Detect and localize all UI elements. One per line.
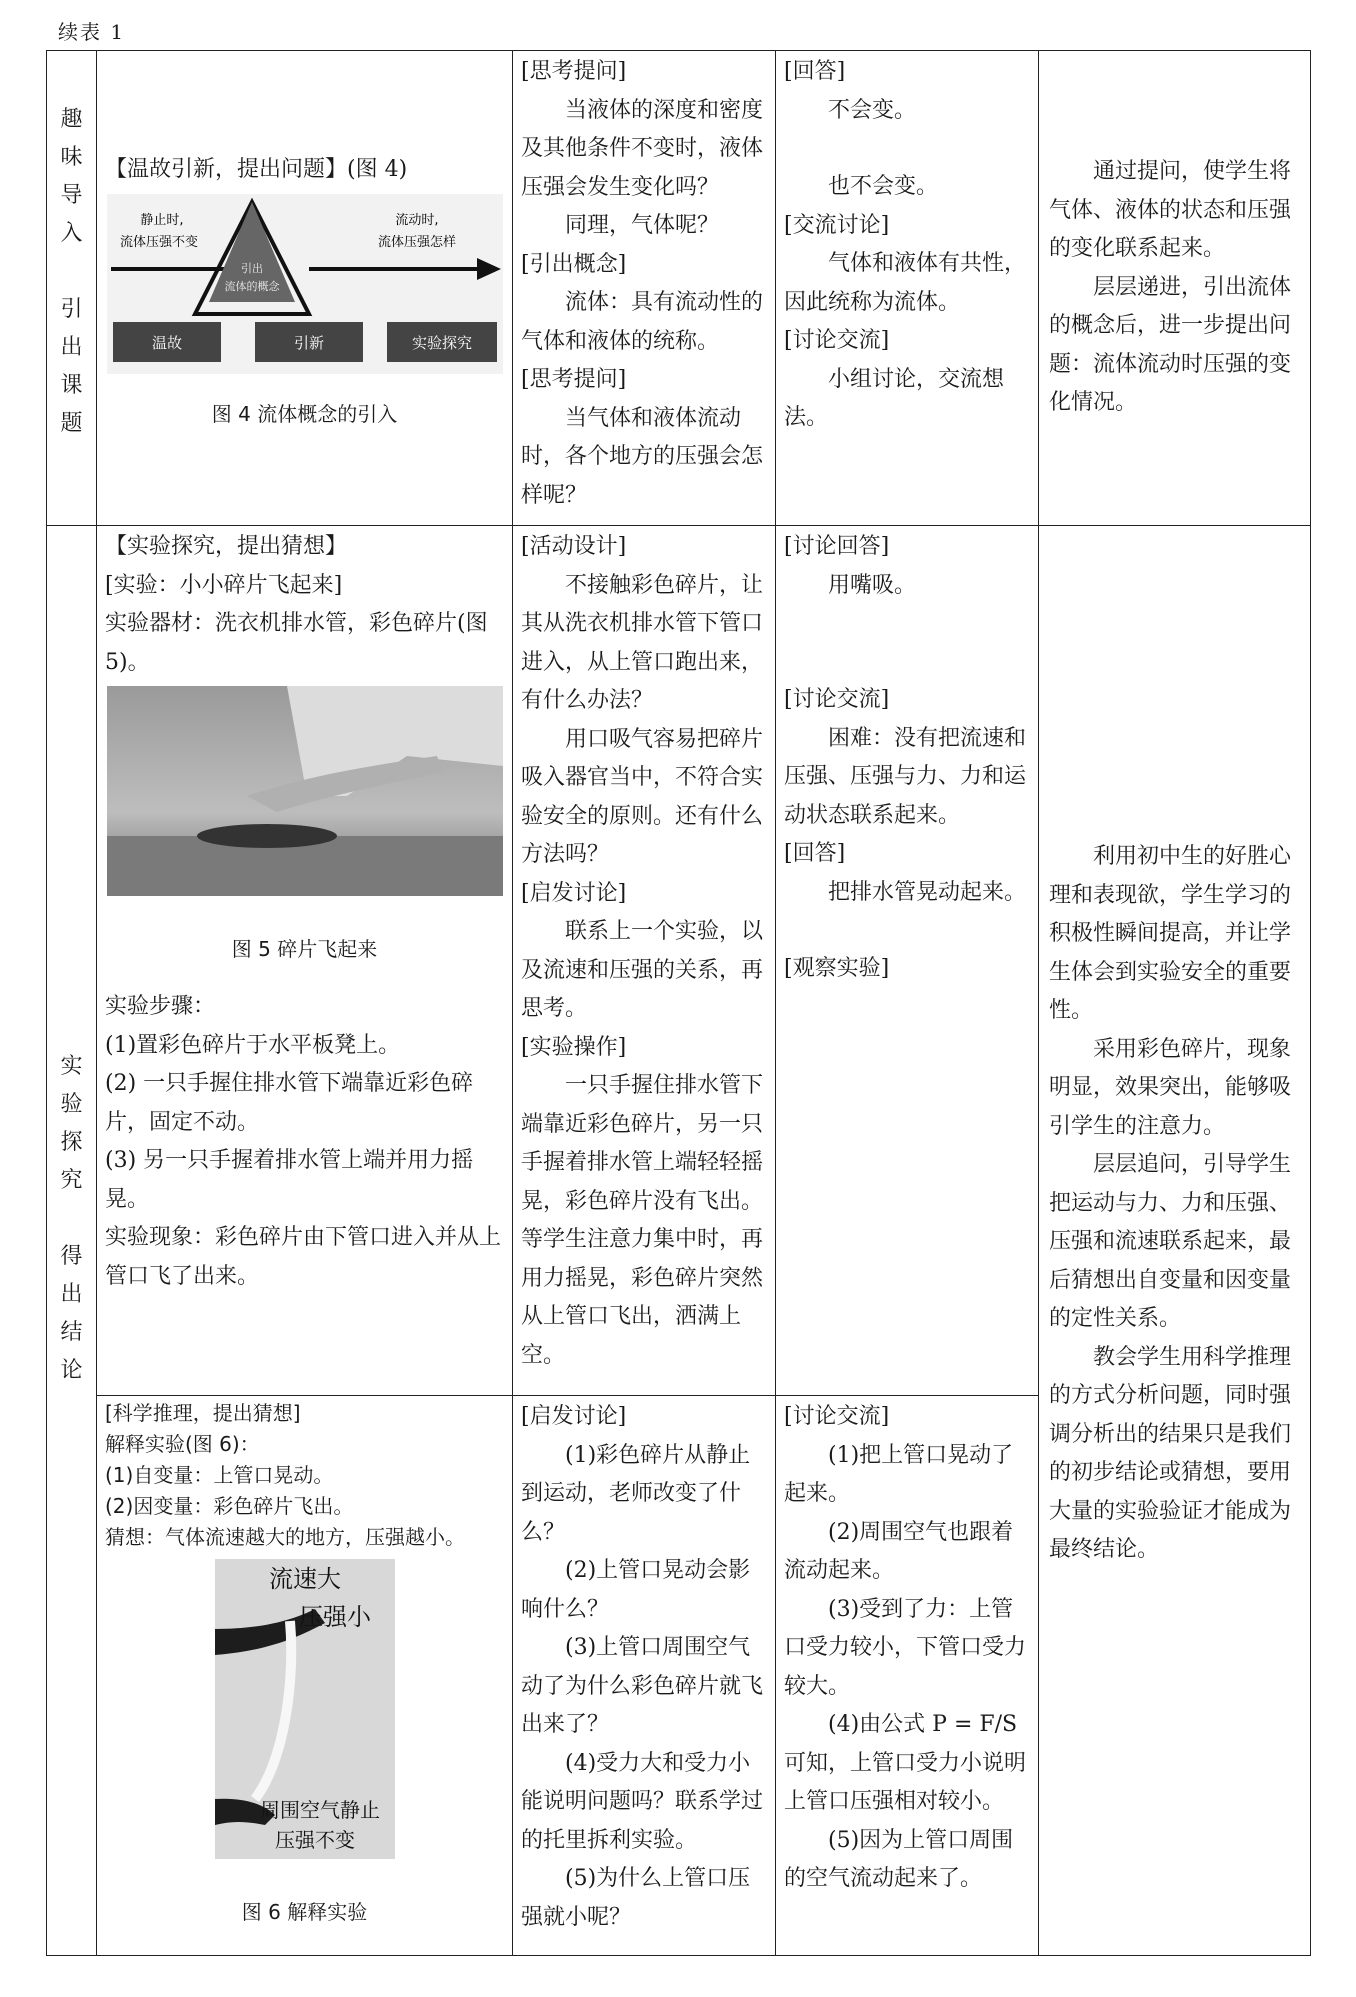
content-line: (3) 另一只手握着排水管上端并用力摇晃。 [105,1148,474,1212]
student-activity: 把排水管晃动起来。 [828,879,1027,905]
fig5-photo [107,686,503,896]
teacher-activity: 用口吸气容易把碎片吸入器官当中，不符合实验安全的原则。还有什么方法吗？ [521,726,764,867]
stage-char: 得 [60,1244,83,1269]
intro-content-cell [97,51,513,526]
design-intent: 层层追问，引导学生把运动与力、力和压强、压强和流速联系起来，最后猜想出自变量和因变量的定性关系。 [1049,1152,1292,1331]
fig4-left-text2: 流体压强不变 [119,234,198,250]
content-line: (1)自变量：上管口晃动。 [105,1463,334,1487]
stage-char: 探 [60,1130,83,1155]
design-intent: 利用初中生的好胜心理和表现欲，学生学习的积极性瞬间提高，并让学生体会到实验安全的重要性。 [1049,844,1292,1023]
student-activity: 小组讨论，交流想法。 [784,366,1005,430]
teacher-activity: (2)上管口晃动会影响什么？ [521,1558,751,1622]
student-activity: [讨论交流] [784,328,890,353]
student-activity: (1)把上管口晃动了起来。 [784,1442,1014,1506]
stage-char: 论 [60,1358,83,1383]
fig4-tri-text1: 引出 [240,261,263,275]
teacher-activity: [思考提问] [521,59,627,84]
stage-char: 出 [60,335,83,360]
experiment-goal-cell [1039,526,1311,1956]
reasoning-student-cell [776,1396,1039,1956]
stage-char: 究 [60,1168,83,1193]
teacher-activity: 当液体的深度和密度及其他条件不变时，液体压强会发生变化吗？ [521,97,764,200]
stage-char [68,1200,75,1238]
design-intent: 采用彩色碎片，现象明显，效果突出，能够吸引学生的注意力。 [1049,1036,1292,1139]
row-intro [47,51,1311,526]
teacher-activity: 同理，气体呢？ [565,213,720,238]
fig4-caption: 图 4 流体概念的引入 [211,402,398,426]
lesson-table [46,50,1311,1956]
student-activity: (2)周围空气也跟着流动起来。 [784,1519,1014,1583]
teacher-activity: 不接触彩色碎片，让其从洗衣机排水管下管口进入，从上管口跑出来，有什么办法？ [521,572,764,713]
teacher-activity: 流体：具有流动性的气体和液体的统称。 [521,290,764,354]
teacher-activity: 当气体和液体流动时，各个地方的压强会怎样呢？ [521,405,764,508]
stage-char: 味 [60,145,83,170]
stage-char: 趣 [60,107,83,132]
fig6-label4: 压强不变 [274,1828,355,1852]
fig6-label1: 流速大 [268,1565,341,1593]
stage-experiment [47,526,97,1956]
stage-char: 引 [60,297,83,322]
figure-5 [105,686,504,910]
content-line: 猜想：气体流速越大的地方，压强越小。 [105,1525,465,1549]
student-activity: [讨论交流] [784,1404,890,1429]
fig4-box3-label: 实验探究 [411,333,472,352]
design-intent: 层层递进，引出流体的概念后，进一步提出问题：流体流动时压强的变化情况。 [1049,274,1292,415]
figure-6 [105,1559,504,1873]
fig4-tri-text2: 流体的概念 [224,279,279,293]
content-line: (2) 一只手握住排水管下端靠近彩色碎片，固定不动。 [105,1071,474,1135]
experiment-content-cell [97,526,513,1396]
content-line: 实验步骤： [105,994,216,1019]
student-activity: 也不会变。 [828,174,939,199]
fig4-left-text1: 静止时, [139,212,184,228]
teacher-activity: 一只手握住排水管下端靠近彩色碎片，另一只手握着排水管上端轻轻摇晃，彩色碎片没有飞出。等学生注意力集中时，再用力摇晃，彩色碎片突然从上管口飞出，洒满上空。 [521,1073,764,1368]
student-activity: [交流讨论] [784,212,890,238]
student-activity: 气体和液体有共性，因此统称为流体。 [784,251,1027,315]
student-activity: (4)由公式 P = F/S 可知，上管口受力小说明上管口压强相对较小。 [784,1712,1027,1814]
figure-4 [105,194,504,388]
stage-char: 入 [60,221,83,246]
teacher-activity: [启发讨论] [521,880,627,906]
teacher-activity: [实验操作] [521,1034,627,1060]
fig4-diagram [107,194,503,374]
experiment-student-cell [776,526,1039,1396]
student-activity: [回答] [784,59,846,84]
teacher-activity: (5)为什么上管口压强就小呢？ [521,1866,751,1930]
fig4-right-text1: 流动时, [394,212,439,228]
student-activity: 用嘴吸。 [828,572,917,598]
stage-char [68,253,75,291]
content-line: (1)置彩色碎片于水平板凳上。 [105,1032,401,1058]
teacher-activity: (3)上管口周围空气动了为什么彩色碎片就飞出来了？ [521,1635,764,1737]
content-line: 实验器材：洗衣机排水管，彩色碎片(图 5)。 [105,611,488,675]
fig6-label3: 周围空气静止 [259,1798,380,1822]
content-line: [实验：小小碎片飞起来] [105,572,343,598]
content-line: (2)因变量：彩色碎片飞出。 [105,1494,354,1518]
student-activity: [回答] [784,841,846,866]
intro-student-cell [776,51,1039,526]
teacher-activity: (1)彩色碎片从静止到运动，老师改变了什么？ [521,1442,751,1545]
content-line: 解释实验(图 6)： [105,1432,260,1456]
teacher-activity: [启发讨论] [521,1404,627,1429]
content-line: 【实验探究，提出猜想】 [105,534,348,559]
student-activity: (5)因为上管口周围的空气流动起来了。 [784,1827,1014,1891]
stage-char: 实 [60,1054,83,1079]
design-intent: 通过提问，使学生将气体、液体的状态和压强的变化联系起来。 [1049,159,1292,261]
teacher-activity: (4)受力大和受力小能说明问题吗？联系学过的托里拆利实验。 [521,1750,764,1853]
fig6-photo [185,1559,425,1859]
student-activity: [讨论交流] [784,687,890,712]
student-activity: [观察实验] [784,956,890,981]
fig5-caption: 图 5 碎片飞起来 [231,936,378,961]
fig4-right-text2: 流体压强怎样 [377,234,456,250]
fig6-label2: 压强小 [298,1603,371,1631]
continued-label: 续表 1 [58,20,126,44]
student-activity: 困难：没有把流速和压强、压强与力、力和运动状态联系起来。 [784,725,1027,828]
stage-char: 结 [60,1320,83,1345]
stage-char: 课 [60,373,83,398]
teacher-activity: [思考提问] [521,367,627,392]
content-line: 实验现象：彩色碎片由下管口进入并从上管口飞了出来。 [105,1225,502,1289]
student-activity: [讨论回答] [784,534,890,559]
stage-char: 验 [60,1092,83,1117]
intro-teacher-cell [513,51,776,526]
fig6-caption: 图 6 解释实验 [241,1899,368,1924]
intro-heading: 【温故引新，提出问题】(图 4) [105,157,408,182]
teacher-activity: [活动设计] [521,534,627,559]
design-intent: 教会学生用科学推理的方式分析问题，同时强调分析出的结果只是我们的初步结论或猜想，要用大量的实验验证才能成为最终结论。 [1049,1344,1292,1562]
stage-char: 导 [60,183,83,208]
teacher-activity: 联系上一个实验，以及流速和压强的关系，再思考。 [521,919,764,1021]
fig4-box1-label: 温故 [151,333,182,352]
experiment-teacher-cell [513,526,776,1396]
stage-intro [47,51,97,526]
student-activity: 不会变。 [828,97,917,123]
student-activity: (3)受到了力：上管口受力较小，下管口受力较大。 [784,1596,1027,1699]
intro-goal-cell [1039,51,1311,526]
fig4-box2-label: 引新 [293,333,324,352]
row-experiment [47,526,1311,1396]
stage-char: 题 [60,411,83,436]
reasoning-teacher-cell [513,1396,776,1956]
teacher-activity: [引出概念] [521,251,627,277]
reasoning-content-cell [97,1396,513,1956]
stage-char: 出 [60,1282,83,1307]
content-line: [科学推理，提出猜想] [105,1401,301,1425]
